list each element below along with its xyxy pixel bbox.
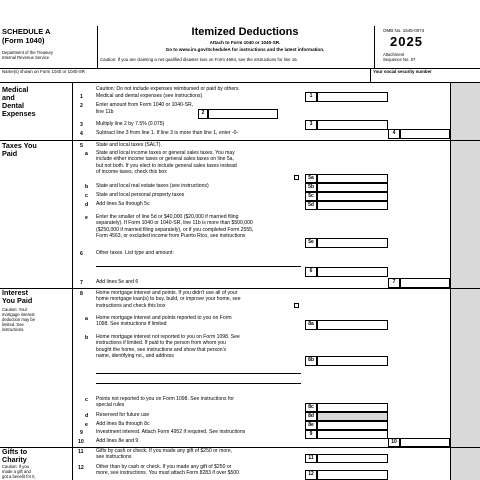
field-line-5c[interactable] — [317, 192, 388, 201]
seller-info-input[interactable] — [96, 373, 301, 374]
line-5a-text: of income taxes, check this box — [96, 168, 167, 175]
field-line-8a[interactable] — [317, 320, 388, 330]
section-gifts — [2, 448, 27, 464]
box-12: 12 — [305, 470, 317, 480]
line-letter: d — [85, 413, 89, 419]
line-number: 6 — [80, 251, 83, 257]
field-line-3[interactable] — [317, 120, 388, 130]
line-4-label: Subtract line 3 from line 1. If line 3 is more than line 1, enter -0- — [96, 130, 239, 136]
interest-note-line: limited. See — [2, 322, 24, 327]
field-line-5d[interactable] — [317, 201, 388, 210]
section-taxes-line: Paid — [2, 149, 18, 158]
box-4: 4 — [388, 129, 400, 139]
line-number: 2 — [80, 103, 83, 109]
box-2: 2 — [198, 109, 208, 119]
form-ref: (Form 1040) — [2, 35, 45, 45]
box-5d: 5d — [305, 201, 317, 210]
line-number: 12 — [78, 465, 84, 471]
line-11-text: Gifts by cash or check. If you made any gift of $250 or more, — [96, 448, 233, 454]
line-number: 5 — [80, 143, 83, 149]
line-8d-label: Reserved for future use — [96, 412, 150, 418]
line-5e-text: ($250,000 if married filing separately), or if you completed Form 2555, — [96, 226, 254, 233]
section-interest — [2, 289, 32, 305]
field-line-5a[interactable] — [317, 174, 388, 183]
line-letter: a — [85, 151, 88, 157]
section-taxes — [2, 142, 37, 158]
line-5-label: State and local taxes (SALT). — [96, 142, 162, 148]
section-gifts-line: Gifts to — [2, 447, 28, 456]
section-medical — [2, 86, 36, 118]
interest-caution — [2, 307, 35, 332]
schedule-name: SCHEDULE A — [2, 27, 51, 36]
line-8-text: home mortgage loan(s) to buy, build, or improve your home, see — [96, 296, 241, 303]
dept-line1: Department of the Treasury — [2, 50, 53, 55]
field-line-8e[interactable] — [317, 421, 388, 430]
box-8d: 8d — [305, 412, 317, 421]
line-letter: b — [85, 335, 89, 341]
box-5b: 5b — [305, 183, 317, 192]
line-11-text: see instructions — [96, 454, 132, 461]
line-2-label-b: line 11b — [96, 109, 114, 115]
field-line-5b[interactable] — [317, 183, 388, 192]
gifts-note-line: got a benefit for it, — [2, 474, 36, 479]
line-8b-text: bought the home, see instructions and show that person's — [96, 346, 227, 353]
field-line-9[interactable] — [317, 430, 388, 439]
line-letter: d — [85, 202, 89, 208]
line-5a-text: but not both. If you elect to include general sales taxes instead — [96, 162, 237, 169]
line-11-label — [96, 448, 232, 461]
line-6-label: Other taxes. List type and amount: — [96, 250, 174, 256]
sales-tax-checkbox[interactable] — [294, 175, 299, 180]
line-5e-text: separately). If Form 1040 or 1040-SR, line 11b is more than $500,000 — [96, 220, 253, 227]
line-5e-label — [96, 214, 253, 239]
line-8-label — [96, 290, 241, 309]
line-8a-label — [96, 315, 232, 328]
line-letter: c — [85, 397, 88, 403]
line-2-label: Enter amount from Form 1040 or 1040-SR, — [96, 102, 194, 108]
section-medical-line: and — [2, 93, 15, 102]
field-line-7[interactable] — [400, 278, 450, 288]
seller-info-input-2[interactable] — [96, 383, 301, 384]
line-number: 10 — [78, 439, 84, 445]
line-9-label: Investment interest. Attach Form 4952 if required. See instructions — [96, 429, 246, 435]
line-8b-text: Home mortgage interest not reported to you on Form 1098. See — [96, 334, 240, 340]
section-gifts-line: Charity — [2, 455, 27, 464]
box-5c: 5c — [305, 192, 317, 201]
line-12-label — [96, 464, 239, 477]
line-5b-label: State and local real estate taxes (see instructions) — [96, 183, 209, 189]
line-letter: c — [85, 193, 88, 199]
line-number: 3 — [80, 122, 83, 128]
line-letter: e — [85, 215, 88, 221]
line-5e-text: Form 4563, or excluded income from Puerto Rico, see instructions — [96, 232, 246, 239]
line-12-text: Other than by cash or check. If you made any gift of $250 or — [96, 464, 232, 470]
box-3: 3 — [305, 120, 317, 130]
box-6: 6 — [305, 267, 317, 277]
line-8-text: instructions and check this box — [96, 302, 166, 309]
interest-note-line: instructions. — [2, 327, 25, 332]
dept-line2: Internal Revenue Service — [2, 55, 50, 60]
field-line-4[interactable] — [400, 129, 450, 139]
line-8a-text: Home mortgage interest and points reported to you on Form — [96, 315, 232, 321]
line-8e-label: Add lines 8a through 8c — [96, 421, 150, 427]
field-line-12[interactable] — [317, 470, 388, 480]
line-letter: e — [85, 422, 88, 428]
form-title: Itemized Deductions — [191, 26, 299, 38]
line-8a-text: 1098. See instructions if limited — [96, 321, 167, 328]
field-line-8d — [317, 412, 388, 421]
line-3-label: Multiply line 2 by 7.5% (0.075) — [96, 121, 165, 127]
mortgage-checkbox[interactable] — [294, 303, 299, 308]
line-7-label: Add lines 5e and 6 — [96, 279, 139, 285]
interest-note-line: Caution: Your — [2, 307, 28, 312]
field-line-8c[interactable] — [317, 403, 388, 412]
line-number: 11 — [78, 449, 84, 455]
line-8c-text: special rules — [96, 402, 125, 409]
section-medical-line: Medical — [2, 85, 29, 94]
field-line-8b[interactable] — [317, 356, 388, 366]
gifts-caution — [2, 464, 36, 479]
section-interest-line: Interest — [2, 288, 28, 297]
department-label — [2, 50, 53, 60]
field-line-1[interactable] — [317, 92, 388, 102]
box-11: 11 — [305, 454, 317, 463]
tax-year: 2025 — [390, 34, 423, 49]
line-number: 1 — [80, 94, 83, 100]
gifts-note-line: made a gift and — [2, 469, 31, 474]
field-line-5e[interactable] — [317, 238, 388, 248]
attachment-label: Attachment — [383, 52, 405, 57]
line-letter: a — [85, 316, 88, 322]
box-9: 9 — [305, 430, 317, 439]
line-1-label: Medical and dental expenses (see instructions) — [96, 93, 203, 99]
box-8e: 8e — [305, 421, 317, 430]
line-letter: b — [85, 184, 89, 190]
line-number: 9 — [80, 430, 83, 436]
line-12-text: more, see instructions. You must attach Form 8283 if over $500 — [96, 470, 239, 477]
line-number: 4 — [80, 131, 83, 137]
goto-note: Go to www.irs.gov/ScheduleA for instructions and the latest information. — [165, 47, 325, 52]
omb-number: OMB No. 1545-0074 — [383, 28, 425, 33]
section-interest-line: You Paid — [2, 296, 33, 305]
section-taxes-line: Taxes You — [2, 141, 37, 150]
line-number: 8 — [80, 291, 83, 297]
line-5c-label: State and local personal property taxes — [96, 192, 185, 198]
attachment-sequence — [383, 52, 415, 62]
box-8b: 8b — [305, 356, 317, 366]
line-10-label: Add lines 8e and 9 — [96, 438, 139, 444]
line-5e-text: Enter the smaller of line 5d or $40,000 ($20,000 if married filing — [96, 214, 239, 220]
sequence-label: Sequence No. 07 — [383, 57, 416, 62]
box-5a: 5a — [305, 174, 317, 183]
line-5d-label: Add lines 5a through 5c — [96, 201, 150, 207]
box-1: 1 — [305, 92, 317, 102]
line-5a-label — [96, 150, 237, 175]
section-medical-line: Expenses — [2, 109, 36, 118]
interest-note-line: deduction may be — [2, 317, 36, 322]
box-8a: 8a — [305, 320, 317, 330]
line-8c-text: Points not reported to you on Form 1098. See instructions for — [96, 396, 234, 402]
other-taxes-input[interactable] — [96, 266, 301, 267]
field-line-11[interactable] — [317, 454, 388, 463]
name-label: Name(s) shown on Form 1040 or 1040-SR — [2, 69, 85, 74]
line-8b-text: name, identifying no., and address — [96, 352, 174, 359]
attach-note: Attach to Form 1040 or 1040-SR. — [209, 40, 281, 45]
section-medical-line: Dental — [2, 101, 24, 110]
field-line-2[interactable] — [208, 109, 278, 119]
ssn-label: Your social security number — [373, 69, 432, 74]
line-5a-text: State and local income taxes or general sales taxes. You may — [96, 150, 235, 156]
field-line-6[interactable] — [317, 267, 388, 277]
box-10: 10 — [388, 438, 400, 447]
line-8b-label — [96, 334, 240, 359]
box-5e: 5e — [305, 238, 317, 248]
interest-note-line: mortgage interest — [2, 312, 35, 317]
box-8c: 8c — [305, 403, 317, 412]
box-7: 7 — [388, 278, 400, 288]
line-8b-text: instructions if limited. If paid to the person from whom you — [96, 340, 226, 347]
line-number: 7 — [80, 280, 83, 286]
gifts-note-line: Caution: If you — [2, 464, 30, 469]
schedule-label — [2, 28, 50, 45]
line-8-text: Home mortgage interest and points. If you didn't use all of your — [96, 290, 238, 296]
field-line-10[interactable] — [400, 438, 450, 447]
line-8c-label — [96, 396, 234, 409]
line-5a-text: include either income taxes or general sales taxes on line 5a, — [96, 156, 234, 163]
caution-note: Caution: If you are claiming a net qualified disaster loss on Form 4684, see the instructions for line 16. — [100, 57, 298, 62]
medical-caution: Caution: Do not include expenses reimbursed or paid by others. — [96, 86, 240, 92]
